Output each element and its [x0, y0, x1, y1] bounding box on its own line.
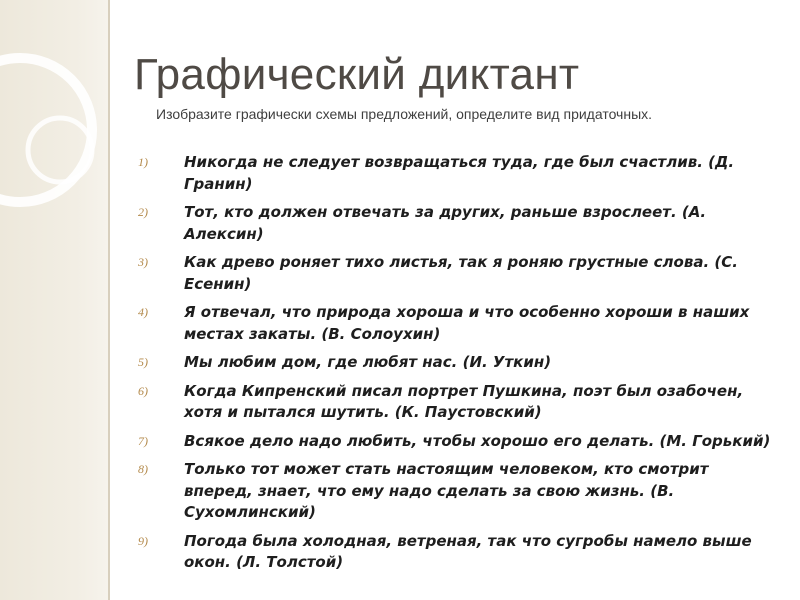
decorative-circle-small	[28, 118, 92, 182]
item-text: Я отвечал, что природа хороша и что особенно хороши в наших местах закаты. (В. Солоухин)	[184, 303, 750, 343]
item-text: Как древо роняет тихо листья, так я роняю грустные слова. (С. Есенин)	[184, 253, 738, 293]
item-text: Тот, кто должен отвечать за других, раньше взрослеет. (А. Алексин)	[184, 203, 707, 243]
item-text: Никогда не следует возвращаться туда, где был счастлив. (Д. Гранин)	[184, 153, 735, 193]
item-number: 7)	[138, 433, 148, 448]
item-number: 3)	[138, 255, 148, 269]
decorative-sidebar	[0, 0, 108, 600]
list-item	[130, 152, 780, 195]
item-number: 1)	[138, 155, 148, 169]
slide-title: Графический диктант	[134, 50, 580, 99]
item-text: Всякое дело надо любить, чтобы хорошо его делать. (М. Горький)	[184, 431, 771, 450]
item-number: 4)	[138, 305, 148, 319]
list-item	[130, 252, 780, 295]
item-text: Только тот может стать настоящим человеком, кто смотрит вперед, знает, что ему надо сделать за свою жизнь. (В. Сухомлинский)	[184, 460, 709, 521]
item-text: Погода была холодная, ветреная, так что сугробы намело выше окон. (Л. Толстой)	[184, 531, 752, 571]
item-text: Когда Кипренский писал портрет Пушкина, поэт был озабочен, хотя и пытался шутить. (К. Паустовский)	[184, 381, 744, 421]
item-text: Мы любим дом, где любят нас. (И. Уткин)	[184, 353, 552, 371]
list-item	[130, 302, 780, 345]
list-item	[130, 531, 780, 574]
item-number: 9)	[138, 533, 148, 548]
sentence-list	[130, 152, 780, 581]
slide-subtitle: Изобразите графически схемы предложений, определите вид придаточных.	[156, 106, 653, 122]
list-item	[130, 202, 780, 245]
decorative-circles	[0, 0, 108, 600]
list-item	[130, 431, 780, 453]
list-item	[130, 352, 780, 374]
item-number: 8)	[138, 462, 148, 476]
list-item	[130, 381, 780, 424]
item-number: 2)	[138, 205, 148, 219]
item-number: 5)	[138, 355, 148, 369]
list-item	[130, 459, 780, 524]
sidebar-divider	[108, 0, 110, 600]
item-number: 6)	[138, 383, 148, 398]
